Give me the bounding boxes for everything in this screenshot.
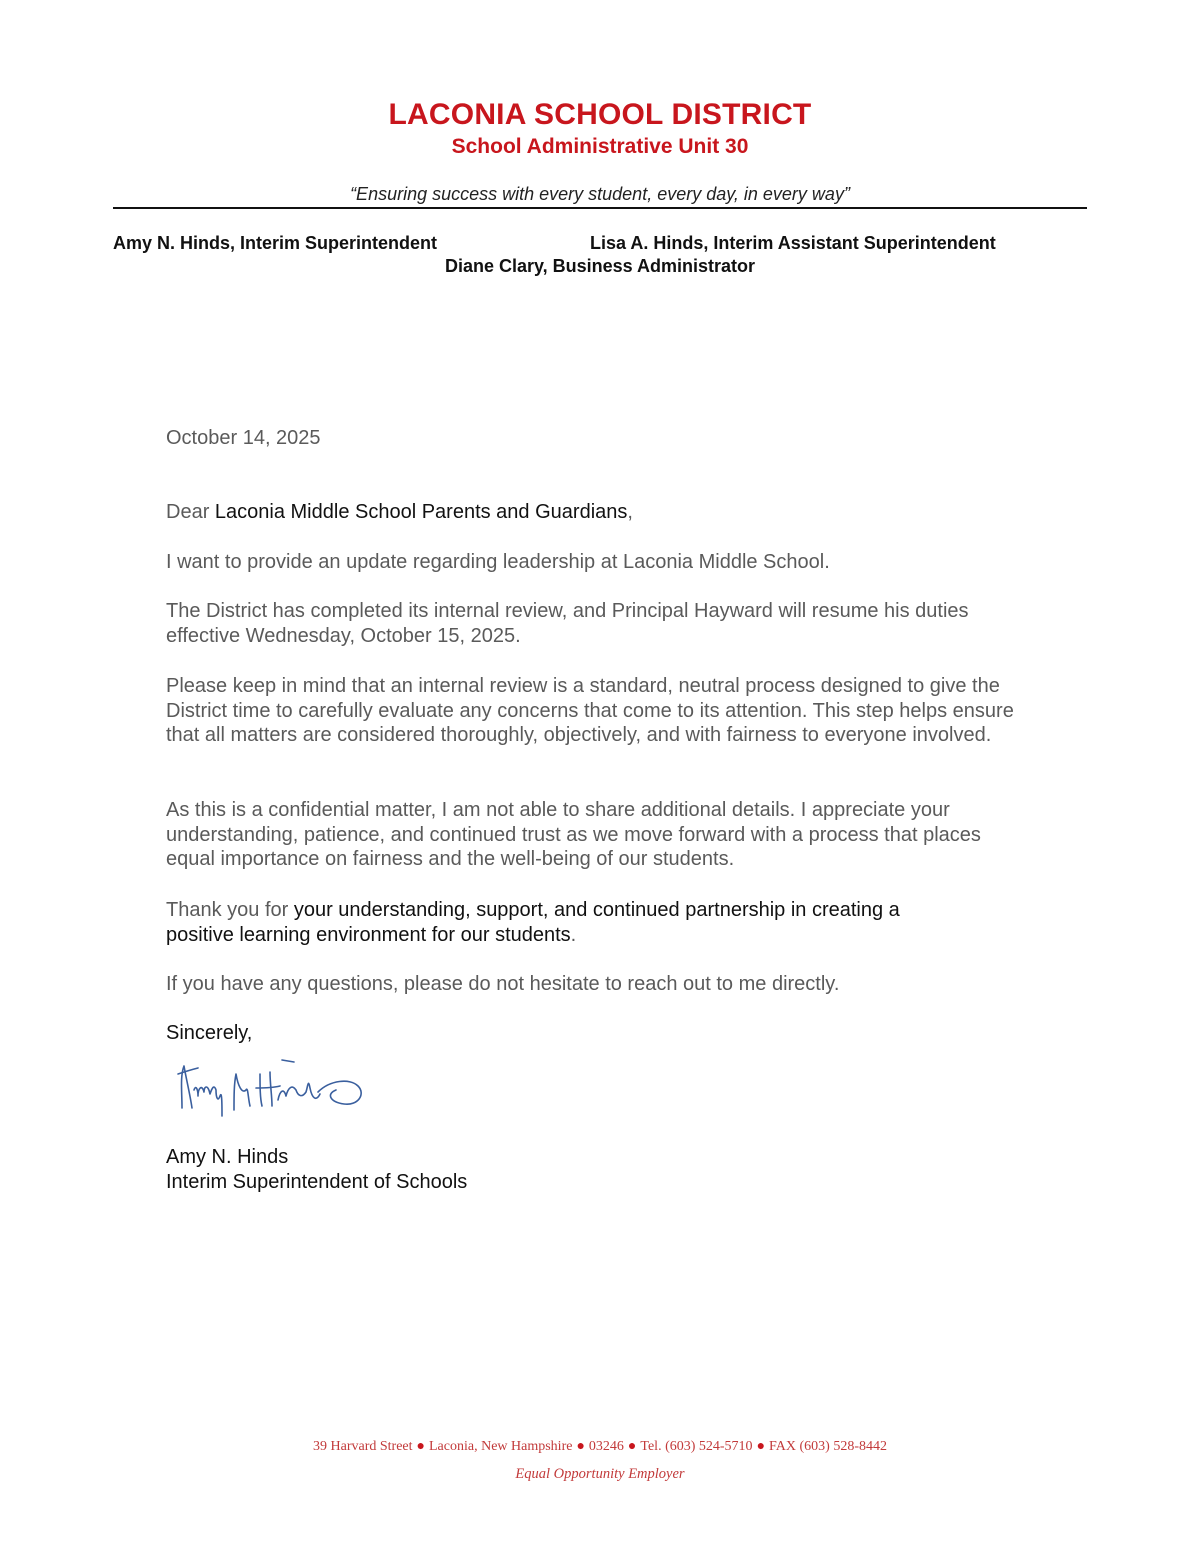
salutation — [166, 500, 1046, 525]
staff-business-administrator: Diane Clary, Business Administrator — [444, 256, 756, 276]
paragraph-review-process: Please keep in mind that an internal review is a standard, neutral process designed to give the District time to carefully evaluate any concerns that come to its attention. This step helps ensure that all matters are considered thoroughly, objectively, and with fairness to everyone involved. — [166, 675, 1014, 746]
bullet-icon: ● — [627, 1439, 637, 1454]
thanks-body: your understanding, support, and continued partnership in creating a positive learning environment for our students — [166, 899, 900, 946]
footer-city: Laconia, New Hampshire — [429, 1439, 573, 1454]
footer-zip: 03246 — [588, 1439, 624, 1454]
thanks-prefix: Thank you for — [166, 899, 294, 921]
paragraph-review-complete: The District has completed its internal review, and Principal Hayward will resume his duties effective Wednesday, October 15, 2025. — [166, 600, 969, 647]
district-name: LACONIA SCHOOL DISTRICT — [388, 98, 812, 131]
equal-opportunity-employer: Equal Opportunity Employer — [515, 1466, 685, 1482]
footer-tel: Tel. (603) 524-5710 — [640, 1439, 753, 1454]
signer-title: Interim Superintendent of Schools — [166, 1171, 468, 1193]
paragraph-intro: I want to provide an update regarding leadership at Laconia Middle School. — [166, 551, 830, 573]
letter-date: October 14, 2025 — [166, 427, 321, 449]
bullet-icon: ● — [416, 1439, 425, 1454]
paragraph-confidential: As this is a confidential matter, I am not able to share additional details. I appreciate your understanding, patience, and continued trust as we move forward with a process that places equal importance on fairness and the well-being of our students. — [166, 799, 981, 870]
footer-fax: FAX (603) 528-8442 — [769, 1439, 887, 1454]
signer-name: Amy N. Hinds — [166, 1146, 289, 1168]
staff-superintendent: Amy N. Hinds, Interim Superintendent — [113, 233, 438, 253]
footer-street: 39 Harvard Street — [313, 1439, 413, 1454]
salutation-recipient: Laconia Middle School Parents and Guardians — [214, 501, 628, 523]
thanks-suffix: . — [570, 923, 577, 946]
paragraph-thanks — [166, 898, 966, 947]
administrative-unit: School Administrative Unit 30 — [451, 135, 749, 158]
closing: Sincerely, — [166, 1022, 253, 1044]
district-motto: “Ensuring success with every student, every day, in every way” — [350, 184, 850, 204]
salutation-suffix: , — [627, 501, 633, 523]
staff-assistant-superintendent: Lisa A. Hinds, Interim Assistant Superintendent — [590, 233, 996, 253]
bullet-icon: ● — [756, 1439, 766, 1454]
salutation-prefix: Dear — [166, 501, 215, 523]
footer-address — [0, 1438, 1200, 1456]
handwritten-signature — [160, 1050, 390, 1130]
bullet-icon: ● — [576, 1439, 585, 1454]
header-divider — [113, 207, 1087, 209]
paragraph-questions: If you have any questions, please do not hesitate to reach out to me directly. — [166, 973, 840, 995]
